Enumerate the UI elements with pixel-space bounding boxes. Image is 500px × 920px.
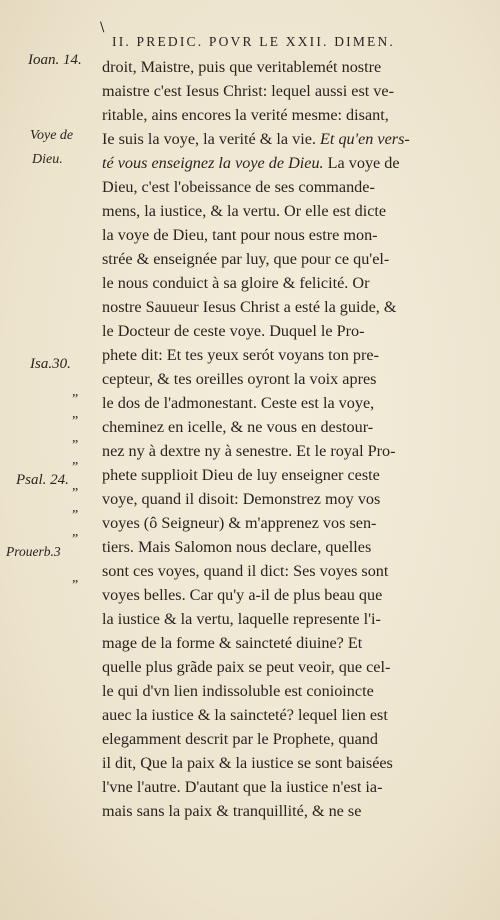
margin-note-prouerb: Prouerb.3: [6, 544, 61, 559]
text-line: droit, Maistre, puis que veritablemét nostre: [102, 58, 382, 76]
quote-mark: ”: [72, 486, 79, 501]
text-line: voye, quand il disoit: Demonstrez moy vos: [102, 490, 381, 508]
text-line: le qui d'vn lien indissoluble est conioincte: [102, 682, 374, 700]
quote-mark: ”: [72, 508, 79, 523]
text-line: cheminez en icelle, & ne vous en destour-: [102, 418, 374, 436]
text-line: nez ny à dextre ny à senestre. Et le royal Pro-: [102, 442, 396, 460]
text-line: quelle plus grãde paix se peut veoir, que cel-: [102, 658, 391, 676]
text-line: mais sans la paix & tranquillité, & ne se: [102, 802, 362, 820]
text-line: maistre c'est Iesus Christ: lequel aussi est ve-: [102, 82, 394, 100]
italic-run: té vous enseignez la voye de Dieu.: [102, 154, 324, 172]
margin-note-ioan: Ioan. 14.: [28, 52, 82, 68]
text-line: mens, la iustice, & la vertu. Or elle est dicte: [102, 202, 387, 220]
text-run: La voye de: [323, 154, 400, 172]
text-line: le dos de l'admonestant. Ceste est la voye,: [102, 394, 375, 412]
text-run: Ie suis la voye, la verité & la vie.: [102, 130, 321, 148]
text-line: auec la iustice & la saincteté? lequel lien est: [102, 706, 388, 724]
text-line: phete dit: Et tes yeux serót voyans ton pre-: [102, 346, 379, 364]
quote-mark: ”: [72, 392, 79, 407]
text-line: la voye de Dieu, tant pour nous estre mon-: [102, 226, 378, 244]
text-line: voyes belles. Car qu'y a-il de plus beau que: [102, 586, 383, 604]
quote-mark: ”: [72, 532, 79, 547]
text-line: le Docteur de ceste voye. Duquel le Pro-: [102, 322, 365, 340]
text-line: la iustice & la vertu, laquelle represente l'i-: [102, 610, 381, 628]
text-line: cepteur, & tes oreilles oyront la voix apres: [102, 370, 377, 388]
text-line: strée & enseignée par luy, que pour ce qu'el-: [102, 250, 390, 268]
text-line: phete supplioit Dieu de luy enseigner ceste: [102, 466, 380, 484]
text-line: elegamment descrit par le Prophete, quand: [102, 730, 378, 748]
text-line: il dit, Que la paix & la iustice se sont baisées: [102, 754, 393, 772]
margin-note-voye-de: Voye de: [30, 128, 74, 143]
italic-run: Et qu'en vers-: [320, 130, 410, 148]
running-title: II. PREDIC. POVR LE XXII. DIMEN.: [112, 34, 396, 49]
text-line: l'vne l'autre. D'autant que la iustice n'est ia-: [102, 778, 383, 796]
text-line: le nous conduict à sa gloire & felicité. Or: [102, 274, 370, 292]
text-line: [102, 152, 480, 176]
text-line: [102, 128, 480, 152]
quote-mark: ”: [72, 460, 79, 475]
text-line: ritable, ains encores la verité mesme: disant,: [102, 106, 389, 124]
margin-note-isa: Isa.30.: [30, 356, 71, 372]
margin-note-psal: Psal. 24.: [16, 472, 69, 488]
margin-note-dieu: Dieu.: [32, 152, 63, 167]
text-line: mage de la forme & saincteté diuine? Et: [102, 634, 363, 652]
header-marker: \: [100, 20, 105, 35]
text-line: sont ces voyes, quand il dict: Ses voyes sont: [102, 562, 389, 580]
text-line: nostre Sauueur Iesus Christ a esté la guide, &: [102, 298, 397, 316]
text-line: tiers. Mais Salomon nous declare, quelles: [102, 538, 372, 556]
text-line: Dieu, c'est l'obeissance de ses commande-: [102, 178, 375, 196]
quote-mark: ”: [72, 414, 79, 429]
quote-mark: ”: [72, 438, 79, 453]
quote-mark: ”: [72, 578, 79, 593]
text-line: voyes (ô Seigneur) & m'apprenez vos sen-: [102, 514, 377, 532]
